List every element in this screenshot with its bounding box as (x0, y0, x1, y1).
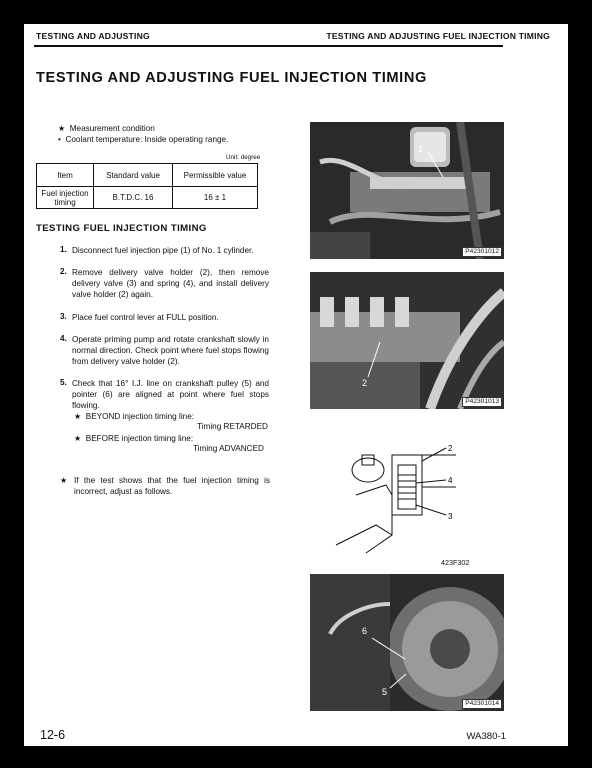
substep-result: Timing RETARDED (197, 422, 268, 431)
substep-label: BEYOND injection timing line: (85, 412, 195, 421)
table-row (37, 187, 258, 209)
step-text: Place fuel control lever at FULL position. (72, 313, 219, 322)
substep-beyond (74, 411, 194, 422)
step-number: 3. (60, 312, 67, 321)
step-number: 1. (60, 245, 67, 254)
header-divider (34, 45, 503, 47)
star-icon (74, 434, 81, 443)
cell-standard: B.T.D.C. 16 (94, 187, 173, 209)
step-number: 5. (60, 378, 67, 387)
star-icon (58, 124, 65, 133)
callout-1: 1 (418, 144, 424, 154)
col-header-item: Item (37, 164, 94, 187)
table-header-row (37, 164, 258, 187)
section-title: TESTING FUEL INJECTION TIMING (36, 223, 207, 234)
photo-delivery-valve (310, 272, 504, 409)
step-number: 2. (60, 267, 67, 276)
photo-crankshaft-pulley-image (310, 574, 504, 711)
figure-code: P42301013 (462, 397, 502, 407)
coolant-condition (58, 134, 228, 145)
photo-injection-pump (310, 122, 504, 259)
col-header-permissible: Permissible value (173, 164, 258, 187)
bullet-icon: • (58, 135, 61, 144)
star-icon (74, 412, 81, 421)
page-number: 12-6 (40, 728, 66, 742)
header-section-label: TESTING AND ADJUSTING (36, 31, 150, 41)
figure-code: 423F302 (441, 558, 470, 567)
substep-label: BEFORE injection timing line: (85, 434, 194, 443)
measurement-condition-text: Measurement condition (69, 124, 155, 133)
callout-5: 5 (382, 687, 388, 697)
header-topic-label: TESTING AND ADJUSTING FUEL INJECTION TIMING (326, 31, 550, 41)
measurement-condition (58, 123, 155, 134)
callout-2: 2 (448, 444, 453, 453)
step-text: Remove delivery valve holder (2), then remove delivery valve (3) and spring (4), and install delivery valve holder (2) again. (72, 268, 269, 300)
step-number: 4. (60, 334, 67, 343)
callout-4: 4 (448, 476, 453, 485)
note-star (60, 475, 67, 486)
substep-before (74, 433, 193, 444)
table-unit: Unit: degree (226, 154, 261, 161)
note-text: If the test shows that the fuel injection timing is incorrect, adjust as follows. (74, 476, 270, 497)
star-icon (60, 476, 67, 485)
photo-injection-pump-image (310, 122, 504, 259)
substep-result: Timing ADVANCED (193, 444, 264, 453)
coolant-condition-text: Coolant temperature: Inside operating range. (65, 135, 229, 144)
photo-delivery-valve-image (310, 272, 504, 409)
step-text: Disconnect fuel injection pipe (1) of No. 1 cylinder. (72, 246, 254, 255)
step-text: Operate priming pump and rotate crankshaft slowly in normal direction. Check point where fuel stops flowing from delivery valve holder (2). (72, 335, 269, 367)
photo-crankshaft-pulley (310, 574, 504, 711)
cell-item: Fuel injection timing (37, 187, 94, 209)
page-title: TESTING AND ADJUSTING FUEL INJECTION TIMING (36, 70, 427, 86)
cell-permissible: 16 ± 1 (173, 187, 258, 209)
valve-cross-section-drawing (296, 425, 456, 555)
model-number: WA380-1 (466, 731, 506, 742)
spec-table (36, 163, 258, 209)
figure-code: P42301014 (462, 699, 502, 709)
callout-6: 6 (362, 626, 368, 636)
col-header-standard: Standard value (94, 164, 173, 187)
callout-2: 2 (362, 378, 368, 388)
callout-3: 3 (448, 512, 453, 521)
figure-code: P42301012 (462, 247, 502, 257)
step-text: Check that 16° I.J. line on crankshaft pulley (5) and pointer (6) are aligned at point where fuel stops flowing. (72, 379, 269, 411)
